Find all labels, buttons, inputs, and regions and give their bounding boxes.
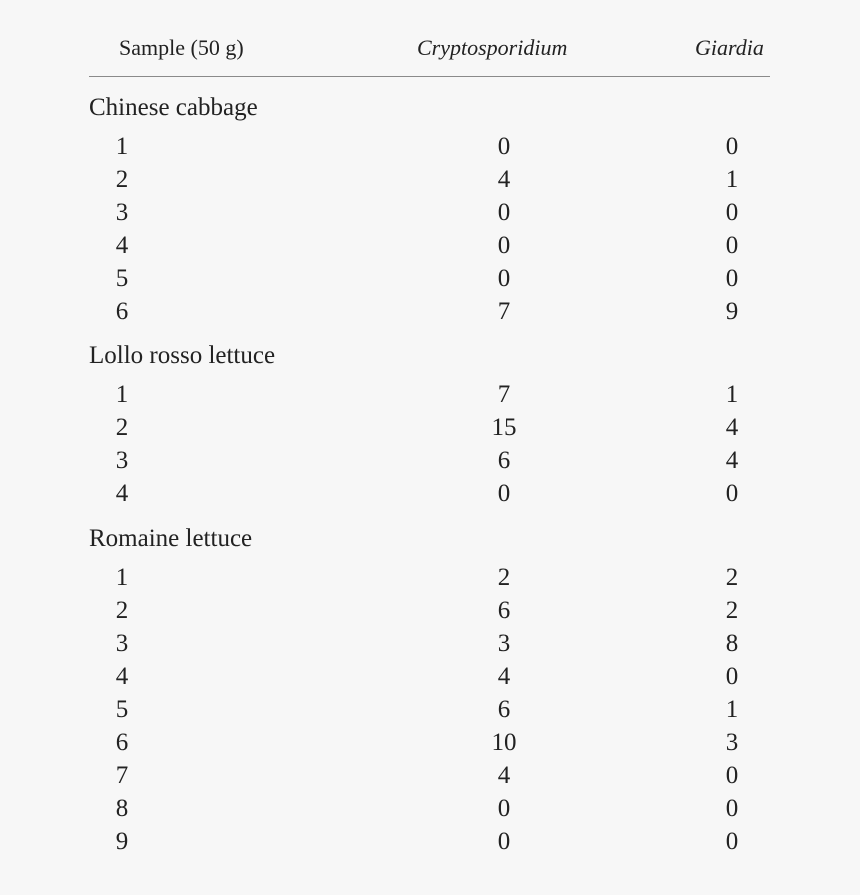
sample-cell: 3 xyxy=(115,199,129,226)
cryptosporidium-cell: 4 xyxy=(497,762,511,789)
cryptosporidium-cell: 0 xyxy=(497,795,511,822)
cryptosporidium-cell: 0 xyxy=(497,232,511,259)
giardia-cell: 2 xyxy=(725,597,739,624)
cryptosporidium-cell: 7 xyxy=(497,381,511,408)
cryptosporidium-cell: 10 xyxy=(491,729,517,756)
table-row xyxy=(0,411,860,444)
sample-cell: 7 xyxy=(115,762,129,789)
table-row xyxy=(0,444,860,477)
sample-cell: 9 xyxy=(115,828,129,855)
sample-cell: 1 xyxy=(115,381,129,408)
sample-cell: 6 xyxy=(115,298,129,325)
giardia-cell: 8 xyxy=(725,630,739,657)
giardia-cell: 1 xyxy=(725,381,739,408)
giardia-cell: 2 xyxy=(725,564,739,591)
sample-cell: 5 xyxy=(115,696,129,723)
sample-cell: 5 xyxy=(115,265,129,292)
cryptosporidium-cell: 0 xyxy=(497,199,511,226)
cryptosporidium-cell: 4 xyxy=(497,166,511,193)
cryptosporidium-cell: 0 xyxy=(497,133,511,160)
giardia-cell: 0 xyxy=(725,480,739,507)
header-giardia: Giardia xyxy=(695,35,764,60)
sample-cell: 4 xyxy=(115,480,129,507)
cryptosporidium-cell: 6 xyxy=(497,597,511,624)
sample-cell: 1 xyxy=(115,564,129,591)
giardia-cell: 3 xyxy=(725,729,739,756)
giardia-cell: 4 xyxy=(725,447,739,474)
cryptosporidium-cell: 0 xyxy=(497,828,511,855)
giardia-cell: 0 xyxy=(725,762,739,789)
giardia-cell: 4 xyxy=(725,414,739,441)
giardia-cell: 0 xyxy=(725,199,739,226)
table-row xyxy=(0,378,860,411)
group-heading: Romaine lettuce xyxy=(89,525,253,552)
sample-cell: 3 xyxy=(115,447,129,474)
table-row xyxy=(0,196,860,229)
cryptosporidium-cell: 6 xyxy=(497,696,511,723)
table-row xyxy=(0,660,860,693)
table-row xyxy=(0,825,860,858)
sample-cell: 4 xyxy=(115,232,129,259)
table-row xyxy=(0,759,860,792)
sample-cell: 8 xyxy=(115,795,129,822)
table-row xyxy=(0,792,860,825)
sample-cell: 2 xyxy=(115,414,129,441)
giardia-cell: 0 xyxy=(725,663,739,690)
cryptosporidium-cell: 3 xyxy=(497,630,511,657)
header-sample: Sample (50 g) xyxy=(119,35,244,60)
cryptosporidium-cell: 0 xyxy=(497,480,511,507)
table-row xyxy=(0,627,860,660)
giardia-cell: 0 xyxy=(725,265,739,292)
table-row xyxy=(0,594,860,627)
table-row xyxy=(0,477,860,510)
cryptosporidium-cell: 7 xyxy=(497,298,511,325)
group-heading: Chinese cabbage xyxy=(89,94,258,121)
table-row xyxy=(0,693,860,726)
sample-cell: 6 xyxy=(115,729,129,756)
cryptosporidium-cell: 6 xyxy=(497,447,511,474)
sample-cell: 4 xyxy=(115,663,129,690)
giardia-cell: 1 xyxy=(725,166,739,193)
giardia-cell: 9 xyxy=(725,298,739,325)
group-heading: Lollo rosso lettuce xyxy=(89,342,276,369)
header-rule xyxy=(89,76,770,77)
giardia-cell: 0 xyxy=(725,795,739,822)
cryptosporidium-cell: 2 xyxy=(497,564,511,591)
sample-cell: 3 xyxy=(115,630,129,657)
table-row xyxy=(0,726,860,759)
giardia-cell: 0 xyxy=(725,232,739,259)
cryptosporidium-cell: 0 xyxy=(497,265,511,292)
cryptosporidium-cell: 15 xyxy=(491,414,517,441)
header-cryptosporidium: Cryptosporidium xyxy=(417,35,568,60)
table-row xyxy=(0,262,860,295)
table-row xyxy=(0,295,860,328)
table-row xyxy=(0,130,860,163)
giardia-cell: 0 xyxy=(725,133,739,160)
cryptosporidium-cell: 4 xyxy=(497,663,511,690)
table-row xyxy=(0,163,860,196)
giardia-cell: 1 xyxy=(725,696,739,723)
sample-cell: 1 xyxy=(115,133,129,160)
sample-cell: 2 xyxy=(115,597,129,624)
table-row xyxy=(0,229,860,262)
table-row xyxy=(0,561,860,594)
sample-cell: 2 xyxy=(115,166,129,193)
giardia-cell: 0 xyxy=(725,828,739,855)
